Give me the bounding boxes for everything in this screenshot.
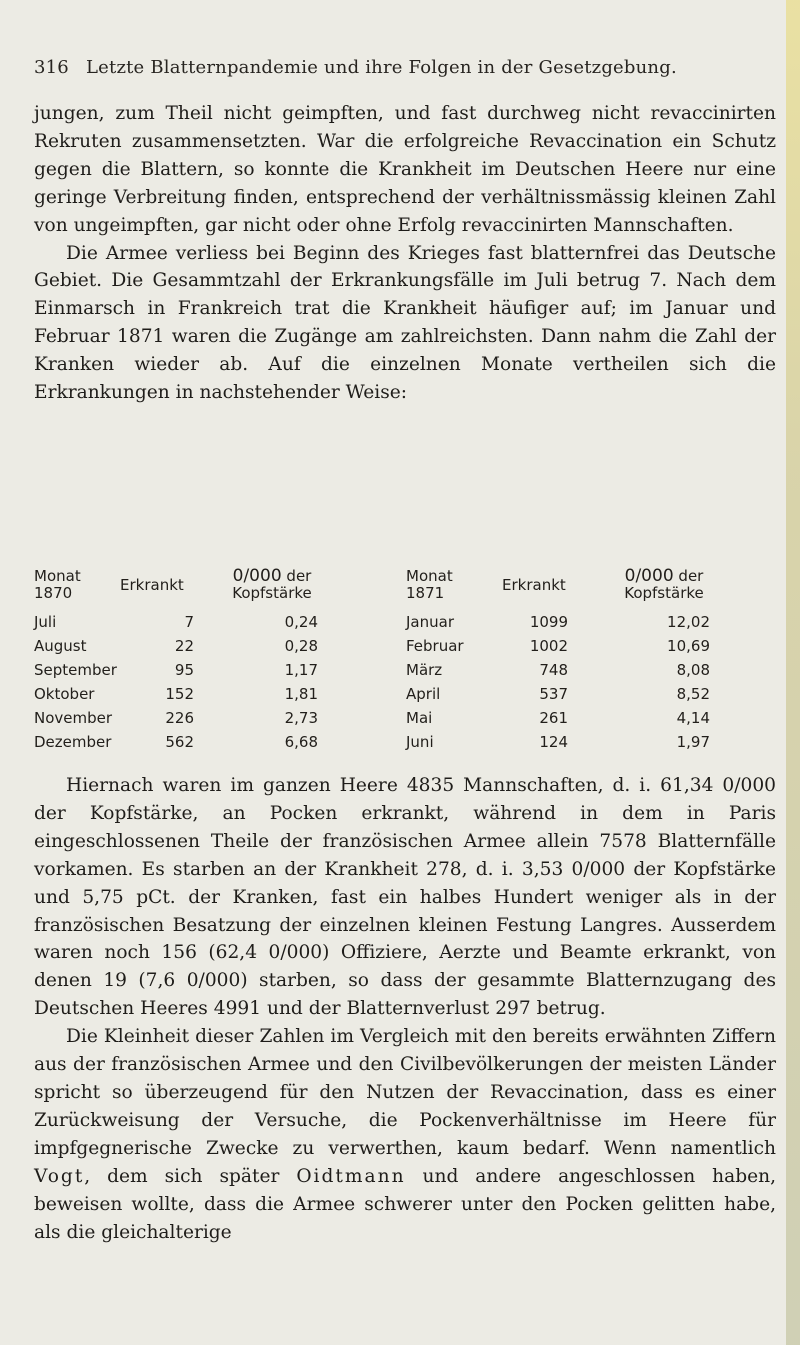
table-row: Dezember 562 6,68 (34, 733, 318, 751)
page-edge-shadow (786, 0, 800, 1345)
column-header-rate-1871: 0/000 der Kopfstärke (624, 566, 704, 602)
column-header-month-1871: Monat 1871 (406, 567, 453, 602)
table-1870 (34, 568, 404, 760)
running-header (34, 54, 776, 82)
permille-sign: 0/000 (186, 970, 241, 992)
upper-text-block (34, 100, 776, 407)
column-header-sick-1871: Erkrankt (502, 576, 566, 594)
table-row: Oktober 152 1,81 (34, 685, 318, 703)
paragraph-statistics: Hiernach waren im ganzen Heere 4835 Mannschaften, d. i. 61,34 0/000 der Kopfstärke, an Pocken erkrankt, während in dem in Paris eingeschlossenen Theile der französischen Armee allein 7578 Blatternfälle vorkamen. Es starben an der Krankheit 278, d. i. 3,53 0/000 der Kopfstärke und 5,75 pCt. der Kranken, fast ein halbes Hundert weniger als in der französischen Besatzung der einzelnen kleinen Festung Langres. Ausserdem waren noch 156 (62,4 0/000) Offiziere, Aerzte und Beamte erkrankt, von denen 19 (7,6 0/000) starben, so dass der gesammte Blatternzugang des Deutschen Heeres 4991 und der Blatternverlust 297 betrug. (34, 775, 777, 1020)
table-row: November 226 2,73 (34, 709, 318, 727)
table-row: Mai 261 4,14 (406, 709, 710, 727)
table-row: Juli 7 0,24 (34, 613, 318, 631)
table-row: August 22 0,28 (34, 637, 318, 655)
author-name-vogt: Vogt (34, 1165, 85, 1187)
table-row: Juni 124 1,97 (406, 733, 710, 751)
page-number: 316 (34, 57, 69, 78)
monthly-cases-table (34, 568, 776, 760)
paragraph-army-outbreak: Die Armee verliess bei Beginn des Krieges fast blatternfrei das Deutsche Gebiet. Die Gesammtzahl der Erkrankungsfälle im Juli betrug 7. Nach dem Einmarsch in Frankreich trat die Krankheit häufiger auf; im Januar und Februar 1871 waren die Zugänge am zahlreichsten. Dann nahm die Zahl der Kranken wieder ab. Auf die einzelnen Monate vertheilen sich die Erkrankungen in nachstehender Weise: (34, 242, 776, 404)
table-row: September 95 1,17 (34, 661, 318, 679)
table-row: März 748 8,08 (406, 661, 710, 679)
column-header-month-1870: Monat 1870 (34, 567, 81, 602)
permille-sign: 0/000 (571, 858, 626, 880)
table-row: April 537 8,52 (406, 685, 710, 703)
table-row: Januar 1099 12,02 (406, 613, 710, 631)
lower-text-block (34, 772, 776, 1246)
table-row: Februar 1002 10,69 (406, 637, 710, 655)
paragraph-continued: jungen, zum Theil nicht geimpften, und fast durchweg nicht revaccinirten Rekruten zusammensetzten. War die erfolgreiche Revaccination ein Schutz gegen die Blattern, so konnte die Krankheit im Deutschen Heere nur eine geringe Verbreitung finden, entsprechend der verhältnissmässig kleinen Zahl von ungeimpften, gar nicht oder ohne Erfolg revaccinirten Mannschaften. (34, 103, 776, 236)
permille-sign: 0/000 (722, 775, 776, 796)
column-header-sick-1870: Erkrankt (120, 576, 184, 594)
author-name-oidtmann: Oidtmann (296, 1165, 406, 1187)
column-header-rate-1870: 0/000 der Kopfstärke (232, 566, 312, 602)
permille-sign: 0/000 (268, 942, 323, 964)
running-title: Letzte Blatternpandemie und ihre Folgen in der Gesetzgebung. (86, 57, 677, 78)
table-1871 (406, 568, 776, 760)
paragraph-revaccination-argument: Die Kleinheit dieser Zahlen im Vergleich mit den bereits erwähnten Ziffern aus der französischen Armee und den Civilbevölkerungen der meisten Länder spricht so überzeugend für den Nutzen der Revaccination, dass es einer Zurückweisung der Versuche, die Pockenverhältnisse im Heere für impfgegnerische Zwecke zu verwerthen, kaum bedarf. Wenn namentlich Vogt, dem sich später Oidtmann und andere angeschlossen haben, beweisen wollte, dass die Armee schwerer unter den Pocken gelitten habe, als die gleichalterige (34, 1026, 776, 1243)
